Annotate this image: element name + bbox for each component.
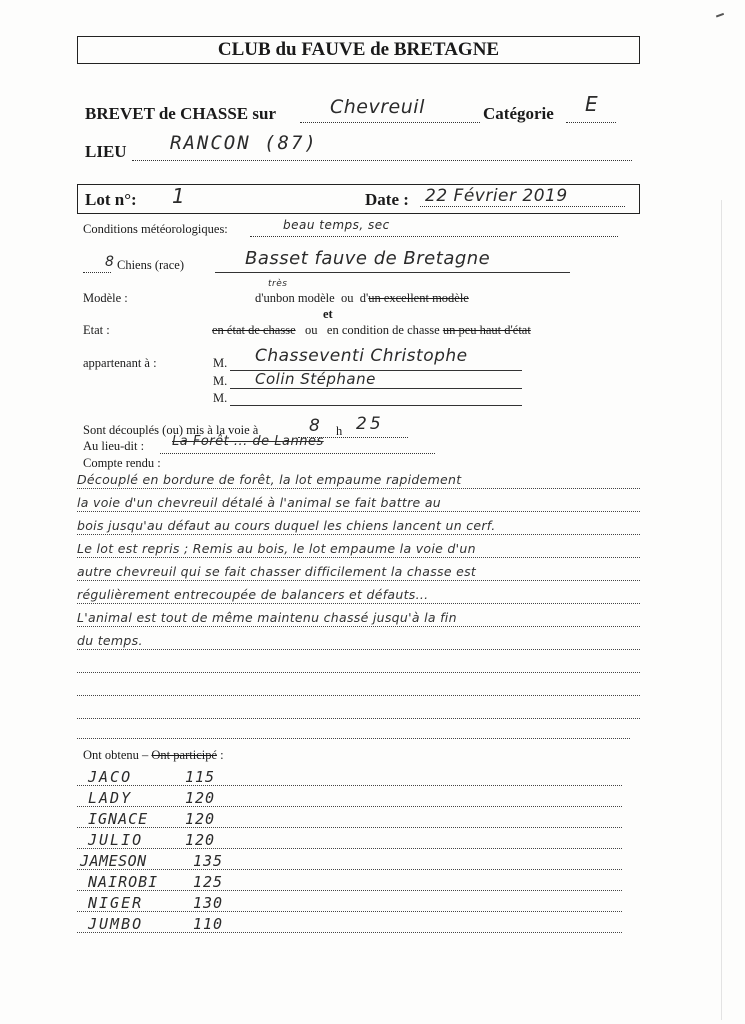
modele-prefix: d'un bbox=[255, 291, 277, 305]
dog-line bbox=[77, 848, 622, 849]
owner-name-1: Chasseventi Christophe bbox=[255, 346, 468, 366]
dog-score: 120 bbox=[185, 831, 216, 849]
dog-name: JACO bbox=[88, 768, 133, 786]
scan-mark bbox=[716, 13, 726, 23]
modele-label: Modèle : bbox=[83, 291, 128, 305]
etat-ou: ou bbox=[305, 323, 318, 337]
date-label: Date : bbox=[365, 190, 409, 209]
owner-prefix-1: M. bbox=[213, 356, 228, 370]
report-text-line: autre chevreuil qui se fait chasser difficilement la chasse est bbox=[77, 564, 477, 579]
dog-line bbox=[77, 890, 622, 891]
brevet-label: BREVET de CHASSE sur bbox=[85, 104, 276, 123]
report-text-line: la voie d'un chevreuil détalé à l'animal se fait battre au bbox=[77, 495, 441, 510]
owner-prefix-2: M. bbox=[213, 374, 228, 388]
report-text-line: Le lot est repris ; Remis au bois, le lot empaume la voie d'un bbox=[77, 541, 476, 556]
decouples-min: 25 bbox=[356, 414, 384, 434]
report-text-line: L'animal est tout de même maintenu chassé jusqu'à la fin bbox=[77, 610, 457, 625]
lieu-dots bbox=[132, 160, 632, 161]
lieu-dit-dots bbox=[160, 453, 435, 454]
dog-line bbox=[77, 785, 622, 786]
lieu-dit-value: La Forêt ... de Lannes bbox=[172, 434, 324, 449]
etat-option1: en état de chasse bbox=[212, 323, 296, 337]
dog-name: JAMESON bbox=[80, 852, 147, 870]
ont-participe-struck: Ont participé bbox=[151, 748, 218, 762]
report-text-line: bois jusqu'au défaut au cours duquel les chiens lancent un cerf. bbox=[77, 518, 496, 533]
modele-inserted: très bbox=[268, 279, 288, 289]
modele-option1 bbox=[255, 291, 469, 306]
modele-option2-prefix: d' bbox=[359, 291, 369, 305]
brevet-dots bbox=[300, 122, 480, 123]
report-line bbox=[77, 699, 640, 719]
report-text-line: régulièrement entrecoupée de balancers et défauts... bbox=[77, 587, 429, 602]
categorie-value: E bbox=[585, 92, 599, 116]
dog-name: LADY bbox=[88, 789, 133, 807]
count-dots bbox=[83, 272, 111, 273]
report-text-line: du temps. bbox=[77, 633, 143, 648]
modele-ou: ou bbox=[340, 291, 354, 305]
dog-score: 110 bbox=[193, 915, 224, 933]
dog-line bbox=[77, 806, 622, 807]
compte-rendu-label: Compte rendu : bbox=[83, 456, 161, 470]
report-line bbox=[77, 676, 640, 696]
race-value: Basset fauve de Bretagne bbox=[245, 248, 491, 269]
conditions-dots bbox=[250, 236, 618, 237]
dog-line bbox=[77, 827, 622, 828]
etat-option2: en condition de chasse bbox=[326, 323, 440, 337]
modele-option1-text: bon modèle bbox=[276, 291, 335, 305]
report-line bbox=[77, 630, 640, 650]
dog-name: JUMBO bbox=[88, 915, 144, 933]
conditions-value: beau temps, sec bbox=[283, 218, 390, 232]
date-dots bbox=[420, 206, 625, 207]
dog-score: 120 bbox=[185, 789, 216, 807]
date-value: 22 Février 2019 bbox=[425, 186, 568, 206]
dog-score: 115 bbox=[185, 768, 216, 786]
dog-score: 120 bbox=[185, 810, 216, 828]
report-text-line: Découplé en bordure de forêt, la lot empaume rapidement bbox=[77, 472, 462, 487]
dog-line bbox=[77, 869, 622, 870]
etat-option2-tail: un peu haut d'état bbox=[442, 323, 531, 337]
etat-label: Etat : bbox=[83, 323, 110, 337]
report-line bbox=[77, 653, 640, 673]
race-line bbox=[215, 272, 570, 273]
etat-options bbox=[212, 323, 531, 338]
ont-obtenu-start: Ont obtenu – bbox=[83, 748, 149, 762]
owner-line-3 bbox=[230, 405, 522, 406]
dog-count: 8 bbox=[105, 254, 115, 270]
modele-et: et bbox=[323, 307, 333, 321]
lieu-dit-label: Au lieu-dit : bbox=[83, 439, 145, 453]
decouples-label: Sont découplés (ou) mis à la voie à bbox=[83, 423, 259, 437]
lieu-label: LIEU bbox=[85, 142, 127, 161]
dog-name: NAIROBI bbox=[88, 873, 159, 891]
dog-score: 135 bbox=[193, 852, 224, 870]
decouples-h: h bbox=[336, 424, 343, 438]
categorie-dots bbox=[566, 122, 616, 123]
form-title: CLUB du FAUVE de BRETAGNE bbox=[77, 36, 640, 64]
owner-name-2: Colin Stéphane bbox=[255, 370, 376, 388]
appartenant-label: appartenant à : bbox=[83, 356, 157, 370]
ont-obtenu-end: : bbox=[220, 748, 224, 762]
dog-score: 125 bbox=[193, 873, 224, 891]
lot-value: 1 bbox=[172, 184, 186, 208]
dog-name: JULIO bbox=[88, 831, 144, 849]
report-line bbox=[77, 719, 630, 739]
lieu-value: RANCON (87) bbox=[170, 132, 318, 154]
modele-option2-struck: un excellent modèle bbox=[368, 291, 469, 305]
dog-line bbox=[77, 932, 622, 933]
chiens-label: Chiens (race) bbox=[117, 258, 184, 272]
ont-obtenu-label bbox=[83, 748, 224, 763]
dog-line bbox=[77, 911, 622, 912]
owner-line-2 bbox=[230, 388, 522, 389]
dog-name: NIGER bbox=[88, 894, 144, 912]
conditions-label: Conditions météorologiques: bbox=[83, 222, 228, 236]
dog-score: 130 bbox=[193, 894, 224, 912]
owner-prefix-3: M. bbox=[213, 391, 228, 405]
page-edge bbox=[721, 200, 722, 1020]
categorie-label: Catégorie bbox=[483, 104, 554, 123]
dog-name: IGNACE bbox=[88, 810, 149, 828]
brevet-value: Chevreuil bbox=[330, 96, 425, 118]
decouples-hour: 8 bbox=[309, 416, 321, 436]
lot-label: Lot n°: bbox=[85, 190, 137, 209]
